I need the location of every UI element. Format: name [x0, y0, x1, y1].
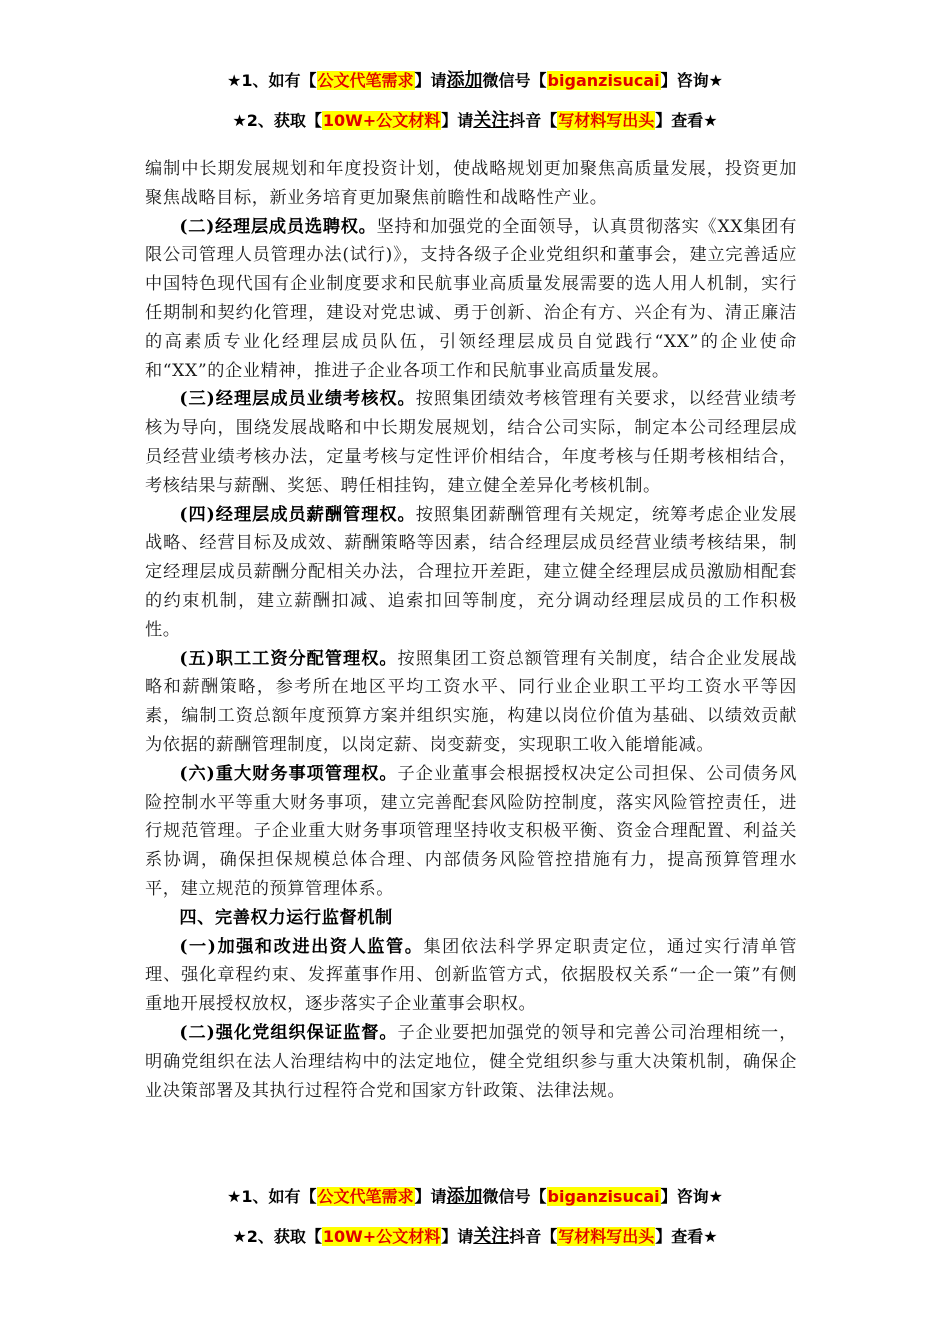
document-body	[145, 155, 797, 1105]
banner-highlight: 10W+公文材料	[322, 111, 441, 130]
banner-text: 】请	[441, 111, 474, 130]
banner-text: 】咨询★	[660, 71, 723, 90]
banner-highlight: 写材料写出头	[558, 111, 655, 130]
paragraph-heading: (二)强化党组织保证监督。	[179, 1022, 398, 1043]
banner-text: 】请	[441, 1227, 474, 1246]
banner-emphasis: 添加	[446, 70, 483, 91]
banner-text: 】请	[414, 71, 447, 90]
paragraph-heading: (二)经理层成员选聘权。	[179, 216, 377, 237]
paragraph-heading: (五)职工工资分配管理权。	[179, 648, 398, 669]
paragraph-heading: (三)经理层成员业绩考核权。	[179, 389, 416, 410]
top-banner-line-2	[0, 110, 950, 132]
banner-text: 】查看★	[655, 111, 718, 130]
paragraph	[145, 155, 797, 213]
paragraph	[145, 645, 797, 760]
banner-text: 抖音【	[509, 1227, 558, 1246]
banner-highlight: biganzisucai	[547, 1187, 660, 1206]
banner-emphasis: 添加	[446, 1186, 483, 1207]
banner-emphasis: 关注	[473, 110, 510, 131]
banner-highlight: 公文代笔需求	[317, 1187, 414, 1206]
banner-highlight: biganzisucai	[547, 71, 660, 90]
paragraph	[145, 501, 797, 645]
banner-text: ★1、如有【	[227, 1187, 317, 1206]
paragraph-text: 编制中长期发展规划和年度投资计划，使战略规划更加聚焦高质量发展，投资更加聚焦战略目标，新业务培育更加聚焦前瞻性和战略性产业。	[145, 159, 797, 208]
paragraph	[145, 760, 797, 904]
banner-highlight: 写材料写出头	[558, 1227, 655, 1246]
banner-text: 】查看★	[655, 1227, 718, 1246]
paragraph-text: 坚持和加强党的全面领导，认真贯彻落实《XX集团有限公司管理人员管理办法(试行)》，支持各级子企业党组织和董事会，建立完善适应中国特色现代国有企业制度要求和民航事业高质量发展需要的选人用人机制，实行任期制和契约化管理，建设对党忠诚、勇于创新、治企有方、兴企有为、清正廉洁的高素质专业化经理层成员队伍，引领经理层成员自觉践行“XX”的企业使命和“XX”的企业精神，推进子企业各项工作和民航事业高质量发展。	[145, 216, 797, 381]
paragraph-heading: (六)重大财务事项管理权。	[179, 763, 398, 784]
paragraph-text: 按照集团绩效考核管理有关要求，以经营业绩考核为导向，围绕发展战略和中长期发展规划，结合公司实际，制定本公司经理层成员经营业绩考核办法，定量考核与定性评价相结合，年度考核与任期考核相结合，考核结果与薪酬、奖惩、聘任相挂钩，建立健全差异化考核机制。	[145, 389, 797, 496]
banner-text: ★2、获取【	[232, 1227, 322, 1246]
paragraph	[145, 933, 797, 1019]
banner-text: ★2、获取【	[232, 111, 322, 130]
paragraph-text: 按照集团薪酬管理有关规定，统筹考虑企业发展战略、经营目标及成效、薪酬策略等因素，结合经理层成员经营业绩考核结果，制定经理层成员薪酬分配相关办法，合理拉开差距，建立健全经理层成员激励相配套的约束机制，建立薪酬扣减、追索扣回等制度，充分调动经理层成员的工作积极性。	[145, 504, 797, 640]
paragraph-heading: (四)经理层成员薪酬管理权。	[179, 504, 416, 525]
paragraph-text: 集团依法科学界定职责定位，通过实行清单管理、强化章程约束、发挥董事作用、创新监管方式，依据股权关系“一企一策”有侧重地开展授权放权，逐步落实子企业董事会职权。	[145, 936, 797, 1015]
banner-text: ★1、如有【	[227, 71, 317, 90]
banner-text: 微信号【	[482, 1187, 547, 1206]
bottom-banner-line-2	[0, 1226, 950, 1248]
bottom-banner-line-1	[0, 1186, 950, 1208]
banner-highlight: 公文代笔需求	[317, 71, 414, 90]
paragraph-text: 子企业要把加强党的领导和完善公司治理相统一，明确党组织在法人治理结构中的法定地位，健全党组织参与重大决策机制，确保企业决策部署及其执行过程符合党和国家方针政策、法律法规。	[145, 1022, 797, 1101]
banner-highlight: 10W+公文材料	[322, 1227, 441, 1246]
section-heading	[145, 904, 797, 933]
paragraph	[145, 385, 797, 500]
paragraph-text: 子企业董事会根据授权决定公司担保、公司债务风险控制水平等重大财务事项，建立完善配套风险防控制度，落实风险管控责任，进行规范管理。子企业重大财务事项管理坚持收支积极平衡、资金合理配置、利益关系协调，确保担保规模总体合理、内部债务风险管控措施有力，提高预算管理水平，建立规范的预算管理体系。	[145, 763, 797, 899]
banner-text: 抖音【	[509, 111, 558, 130]
banner-emphasis: 关注	[473, 1226, 510, 1247]
banner-text: 微信号【	[482, 71, 547, 90]
paragraph-heading: (一)加强和改进出资人监管。	[179, 936, 424, 957]
section-title: 四、完善权力运行监督机制	[179, 907, 393, 928]
paragraph	[145, 213, 797, 386]
top-banner-line-1	[0, 70, 950, 92]
banner-text: 】请	[414, 1187, 447, 1206]
paragraph-text: 按照集团工资总额管理有关制度，结合企业发展战略和薪酬策略，参考所在地区平均工资水平、同行业企业职工平均工资水平等因素，编制工资总额年度预算方案并组织实施，构建以岗位价值为基础、以绩效贡献为依据的薪酬管理制度，以岗定薪、岗变薪变，实现职工收入能增能减。	[145, 648, 797, 755]
banner-text: 】咨询★	[660, 1187, 723, 1206]
paragraph	[145, 1019, 797, 1105]
